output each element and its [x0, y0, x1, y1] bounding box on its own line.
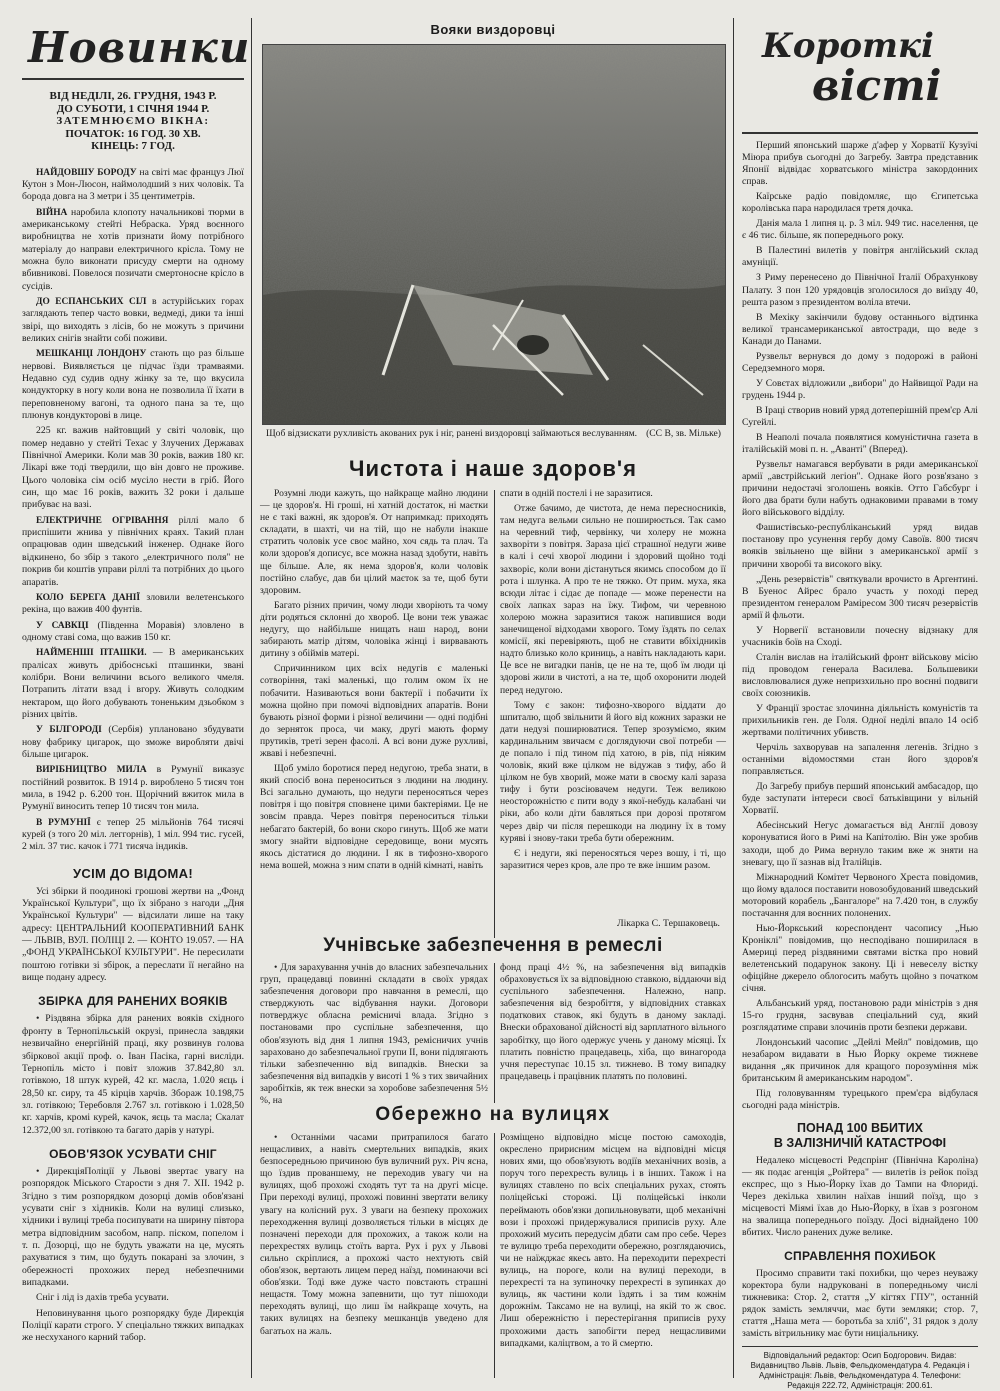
short-news: Черчіль захворував на запалення легенів. Згідно з останніми відомостями стан його здоров'я поправляється. — [742, 742, 978, 778]
snig-text-3: Неповинування цього розпорядку буде Дирекція Поліції карати строго. У спеціально тяжких випадках же несхуханого карний табор. — [22, 1307, 244, 1344]
short-news: Рузвельт вернувся до дому з подорожі в районі Середземного моря. — [742, 350, 978, 374]
article-paragraph: Багато різних причин, чому люди хворіють та чому діти родяться склонні до хвороб. Це вони теж уважає недугу, що найбільше нищать наш народ, вони забирають матір дітям, чоловіка жінці і вирвавають дитину з обіймів матері. — [260, 599, 488, 660]
article-uchnivske-right — [500, 962, 726, 1102]
news-item: 225 кг. важив найтовщий у світі чоловік, що помер недавно у стейті Техас у Злучених Державах Північної Америки. Коли мав 30 років, важив 180 кг. Лікарі вже тоді твердили, що він довго не проживе. Цього чоловіка сім осіб мусіло нести в гріб. Його син, що має 16 років, важить 32 роки і дальше прибуває на вазі. — [22, 425, 244, 511]
short-news: Під головуванням турецького прем'єра відбулася сьогодні рада міністрів. — [742, 1088, 978, 1112]
news-item: КОЛО БЕРЕГА ДАНІЇ зловили велетенського рекіна, що важив 400 фунтів. — [22, 591, 244, 616]
short-news: В Неаполі почала появлятися комуністична газета в італійській мові п. н. „Аванті" (Вперед). — [742, 432, 978, 456]
disaster-title-1: ПОНАД 100 ВБИТИХ — [797, 1120, 923, 1135]
article-paragraph: Щоб уміло боротися перед недугою, треба знати, в який спосіб вона переноситься з людини на людину. Всі загально думають, що недуги переносяться через повітря і що повітря сповнене цими бактеріями. Це не зовсім правда. Через повітря переноситься тільки небагато бактерій, бо вони скоро гинуть. Щоб же мати змогу знайти відповідне середовище, вони мусять якось дістатися до людини. І як в тифозно-хворого нема вошей, можна з ним спати в одній кімнаті, навіть — [260, 763, 488, 871]
blackout-line: ЗАТЕМНЮЄМО ВІКНА: — [56, 115, 210, 127]
article-paragraph: • Останніми часами притрапилося багато нещасливих, а навіть смертельних випадків, яких безпосередньою причиною був вуличний рух. Річ ясна, що їздив прованшему, не переходив увагу чи на вулицях, щоб прохожі сходять тут та на другі місце. При переході вулиці, прохожі повинні звертати велику увагу на колісний рух. З уваги на безпеку прохожих переходження вулиці дозволяється тільки в місцях де позначені переходи для прохожих, а також коли на перехрестях вулиць стоїть варта. Рух і рух у Львові сильно скріплися, а прохожі часто нехтують свій обов'язок, вертають лицем перед наїзд, поминаючи всі обов'язки. Тоді вже дуже часто повстають страшні нещастя. Тому можна запевнити, що тут пішоходи переходять вулиці, що лиш їм найкраще хочуть, на таких вулицях на безпеку мешканців уведено для багатьох на жаль. — [260, 1132, 488, 1337]
disaster-text: Недалеко місцевості Редспрінг (Північна Кароліна) — як подає агенція „Ройтера" — вилетів із рейок поїзд експрес, що з Нью-Йорку їхав до Тампи на Флориді. Через декілька хвилин наїхав інший поїзд, що з місцевості Міямі їхав до Нью-Йорку, в їхав з розгоном на звалища попереднього поїзду. Досі віднайдено 100 вбитих. Число ранених дуже велике. — [742, 1154, 978, 1238]
short-news: Рузвельт намагався вербувати в ряди американської армії „австрійський легіон". Однаке його розв'язано з причини недостачі зголошень вояків. Отто Габсбург і його два брати були набуть однаковими правами в тому його військового відділу. — [742, 459, 978, 519]
article-chystota-left — [260, 488, 488, 978]
short-news: Данія мала 1 липня ц. р. 3 міл. 949 тис. населення, це є 46 тис. більше, як попереднього року. — [742, 218, 978, 242]
masthead-novynky: Новинки — [28, 23, 251, 72]
left-column — [22, 22, 251, 1382]
article-paragraph: Отже бачимо, де чистота, де нема пересносників, там недуга вельми сильно не поширюється. Так само на черевний тиф, червінку, чи холеру не можна захворіти з повітря. Зараза цієї страшної недуги живе в калі і сечі хворої людини і здоровий щойно тоді захворіє, коли вони дістануться якимсь способом до її рота і шлунка. А про те не тяжко. От прим. муха, яка всюди літає і сідає де попаде — може перенести на своїх лапках зараз на їжу. Тифом, чи черевною холерою можна заразитися також напившися води занечищеної відходами хворого. Тому їздять по селах комісії, які перевіряють, щоб не ставити вбіхідників надто близько коло криниць, а навіть накладають кари. Це все не вигадки панів, це не на те, щоб їм люди ці здорові жили в чистоті, а на те, щоб охоронити людей перед недугою. — [500, 503, 726, 696]
short-news: „День резервістів" святкували врочисто в Аргентині. В Буенос Айрес брало участь у поході перед президентом генералом Раміресом 300 тисяч резервістів армії й фльоти. — [742, 573, 978, 621]
news-item: ВІЙНА наробила клопоту начальникові тюрми в американському стейті Небраска. Уряд воєнного виробництва не хотів признати йому потрібного матеріалу до направи електричного крісла. Тому не можна було виконати присуду смерти на одному вбивникові. Повелося позичати смертоносне крісло в сусідів. — [22, 206, 244, 292]
news-item: НАЙДОВШУ БОРОДУ на світі має француз Люї Кутон з Мон-Люсон, наймолодший з них чоловік. Та борода довга на 3 метри і 35 центиметрів. — [22, 166, 244, 203]
section-title-usim: УСІМ ДО ВІДОМА! — [73, 865, 193, 881]
article-chystota-right — [500, 488, 726, 938]
article-paragraph: Розміщено відповідно місце постою самоходів, окреслено пририсним місцем на відповідні місця нових ями, що обов'язують водіїв механічних возів, а поруч того перехресть вулиць і в інших. Також і на вулицях ставлено по всіх спеціальних рухах, стоять поліцейські сторожі. Ці поліцейські інколи переймають обов'язки допильновувати, щоб механічні вози і прохожі придержувалися приписів руху. Але прохожий мусить передусім дбати сам про себе. Через те вулицю треба переходити обережно, розглядаючись, чи не наїжджає якесь авто. На переходити перехресті вулиць, на пороге, коли на вулиці переходи, в перехресті та на зупиночку перехресті в зупинках до вулиць, як частини коли їздять і за тим кожнім дорожнім. Таксамо не на вулиці, на якій то ж своє. Лиш обережністю і перестерігання приписів руху прохожими дасть запобігти перед нещасливими випадками, каліцтвом, а то й смертю. — [500, 1132, 726, 1349]
news-item: У САВКЦІ (Південна Моравія) зловлено в одному ставі сома, що важив 150 кг. — [22, 619, 244, 643]
short-news: До Загребу прибув перший японський амбасадор, що буде заступати інтереси своєї батьківщини у вільній Хорватії. — [742, 781, 978, 817]
snig-text: • ДирекціяПоліції у Львові звертає увагу на розпорядок Міського Старости з дня 7. XII. 1942 р. Згідно з тим розпорядком дозорці домів обов'язані усувати сніг з хідників. Коли на вулиці слизько, хідники і вулиці треба посипувати на ширину півтора метра відповідним засобом, напр. піском, попелом і т. п. Дозорці, що не будуть уважати на це, мусять рахуватися з тим, що будуть покарані за злочин, з обережності прохожих перед небезпечними випадками. — [22, 1165, 244, 1288]
article-paragraph: фонд праці 4½ %, на забезпечення від випадків обраховується їх за відповідною ставкою, віддаючи від суспільного забезпечення. Належно, напр. забезпечення від безробіття, у відповідних ставках податкових ставок, які будуть в даному закладі. Внески обрахованої дійсності від зарплатного вільного заробітку, що його одержує учень у даному місяці. Їх платить повністю працедавець, хіба, що винагорода учня переступає 10.15 зл. тижнево. В тому випадку працедавець і працівник платять по половині. — [500, 962, 726, 1082]
article-paragraph: Розумні люди кажуть, що найкраще майно людини — це здоров'я. Ні гроші, ні хатній достаток, ні маєтки не є такі важні, як здоров'я. От напримкад: приходять складати, в шахті, чи на тій, що не набули інакше стратить чоловік усе своє майно, хоч сядь та плач. Та коли здоров'я дописує, все можна назад здобути, навіть ще більше. Але, як нема здоров'я, коли чоловік постійно слабує, дав би цілий маєток за те, щоб бути здоровим. — [260, 488, 488, 596]
headline-uchnivske: Учнівське забезпечення в ремеслі — [323, 935, 663, 956]
news-item: НАЙМЕНШІ ПТАШКИ. — В американських пралісах живуть дрібоснські пташинки, звані колібри. Вони величини всього великого чмеля. Потрапить літати взад і вгору. Живуть солодким нектаром, що його добувають тоненьким дзьобком з різних цвітів. — [22, 647, 244, 720]
blackout-notice — [22, 90, 244, 153]
short-news: Сталін вислав на італійський фронт військову місію під проводом генерала Василева. Большевики висловлювалися дуже непризхильно про воєнні подвиги своїх союзників. — [742, 651, 978, 699]
short-news: У Норвегії встановили почесну відзнаку для учасників боїв на Сході. — [742, 624, 978, 648]
short-news: Міжнародний Комітет Червоного Хреста повідомив, що йому вдалося поставити новозобудований шведський моторовий корабель „Бангалоре" на 7.420 тон, в службу постачання для воєнних полонених. — [742, 871, 978, 919]
article-paragraph: спати в одній постелі і не заразитися. — [500, 488, 653, 499]
news-item: МЕШКАНЦІ ЛОНДОНУ стають що раз більше нервові. Виявляється це підчас їзди трамваями. Недавно суд судив одну жінку за те, що вкусила кондукторку в ногу коли вона не позволила її їхати в переповненому вагоні, та одного пана за те, що плюнув кондукторові в лице. — [22, 348, 244, 422]
news-item: ДО ЕСПАНСЬКИХ СІЛ в астурійських горах заглядають тепер часто вовки, ведмеді, дики та інші звірі, що виходять з лісів, бо не можуть з причини великих снігів знайти собі поживи. — [22, 295, 244, 344]
short-news: У Франції зростає злочинна діяльність комуністів та прихильників ген. де Голя. Одної неділі впало 14 осіб жертвами політичних убивств. — [742, 703, 978, 739]
zbirka-text: • Різдвяна збірка для ранених вояків східного фронту в Тернопільській окрузі, принесла завдяки незвичайно енергійній праці, яку розвинув голова збіркової акції проф. о. Іван Пасіка, гарні висліди. Тернопіль місто і повіт зложив 37.842,80 зл. готівкою, 18 штук курей, 42 кг. масла, 1.020 яєць і 28,50 кг. сиру, та 45 кірців харчів. Збораж 10.198,75 зл. готівкою; Теребовля 2.767 зл. готівкою і 1.028,50 кг. харчів, кромі курей, качок, яєць та масла; Скалат 12.372,00 зл. готівкою та багато дарів у натурі. — [22, 1013, 244, 1136]
blackout-line: ПОЧАТОК: 16 ГОД. 30 ХВ. — [65, 127, 201, 140]
short-news: Фашистівсько-республіканський уряд видав постанову про усунення гербу дому Савоїв. 800 тисяч вояків звільнено ще війни з американської армії з причини хворобі та високого віку. — [742, 522, 978, 570]
article-oberezhno-left — [260, 1132, 488, 1380]
masthead-korotki: Короткі — [762, 26, 934, 66]
photo-title: Вояки виздоровці — [430, 22, 556, 37]
right-column-news — [742, 140, 978, 1391]
news-item: ЕЛЕКТРИЧНЕ ОГРІВАННЯ ріллі мало б приспішити жнива у північних краях. Такий план опрацював один шведський інженер. Однаке його відкинено, бо збір з такого „електричного поля" не покрив би коштів управи ріллі та потрібних до цього апаратів. — [22, 514, 244, 588]
blackout-line: ВІД НЕДІЛІ, 26. ГРУДНЯ, 1943 Р. — [49, 90, 217, 102]
short-news: Нью-Йоркський кореспондент часопису „Нью Кроніклі" повідомив, що несподівано поширилася в Америці перед різдвяними святами вістка про новий велетенський подарунок закону. Ці і невеселу вістку офіційне джерело облогосить мабуть щойно з початком січня. — [742, 922, 978, 995]
snig-text-2: Сніг і лід із дахів треба усувати. — [36, 1292, 169, 1304]
article-paragraph: Спричинником цих всіх недугів є маленькі сотворіння, такі маленькі, що голим оком їх не побачити. Називаються вони бактерії і побачити їх можна щойно при помочі відповідних апаратів. Вони бувають різної форми і різної величини — одні подібні до зерняток проса, чи маку, другі мають форму прутиків, третi зерен фасолі. А всі вони дуже рухливі, жваві і небезпечні. — [260, 663, 488, 759]
article-paragraph: • Для зарахування учнів до власних забезпечальних груп, працедавці повинні складати в своїх урядах забезпечення договори про навчання в ремеслі, що стверджують час відбування науки. Договори потверджує обласна ремісничі влада. Згідно з постановами про суспільне забезпечення, що обов'язують від дня 1 липня 1943, ремісничих учнів зараховано до забезпечальної групи II, вони підлягають тільки забезпеченню від випадків. Внески за забезпечення від випадків у висоті 1 % з тих звичайних заробітків, як теж внески за хоробове забезпечення 5½ %, на — [260, 962, 488, 1107]
masthead-korotki-visti — [742, 28, 978, 128]
article-oberezhno-right — [500, 1132, 726, 1380]
short-news: В Палестині вилетів у повітря англійський склад амуніції. — [742, 245, 978, 269]
section-title-zbirka: ЗБІРКА ДЛЯ РАНЕНИХ ВОЯКІВ — [38, 994, 228, 1009]
correction-title: СПРАВЛЕННЯ ПОХИБОК — [784, 1248, 936, 1263]
section-title-snig: ОБОВ'ЯЗОК УСУВАТИ СНІГ — [49, 1146, 217, 1161]
photo-caption-text: Щоб відзискати рухливість акованих рук і ніг, ранені виздоровці займаються веслуванням. — [266, 428, 638, 439]
news-item: В РУМУНІЇ є тепер 25 мільйонів 764 тисячі курей (з того 20 міл. леггорнів), 1 міл. 994 тис. гусей, 2 міл. 37 тис. качок і 771 тисяча індиків. — [22, 816, 244, 853]
usim-text: Усі збірки й поодинокі грошові жертви на „Фонд Української Культури", що їх зібрано з нагоди „Дня Української Культури" — відсилати лише на таку адресу: ЦЕНТРАЛЬНИЙ КООПЕРАТИВНИЙ БАНК — ЛЬВІВ, ВУЛ. ПОЛІЦІ 2. — КОНТО 19.057. — НА „ФОНД УКРАЇНСЬКОЇ КУЛЬТУРИ". Не пересилати поштою готівки зі збірок, а переслати її негайно на вище подану адресу. — [22, 885, 244, 984]
imprint-footer: Відповідальний редактор: Осип Бодгорович. Видав: Видавництво Львів. Львів, Фельдкомендатура 4. Редакція і Адміністрація: Львів, Фельдкомендатура 4. Телефони: Редакція 222.72, Адміністрація: 200.61. — [750, 1351, 970, 1391]
masthead-visti: вісті — [812, 61, 942, 110]
short-news: В Іраці створив новий уряд дотеперішній прем'єр Алі Сугейлі. — [742, 404, 978, 428]
disaster-title-2: В ЗАЛІЗНИЧІЙ КАТАСТРОФІ — [773, 1135, 947, 1150]
short-news: З Риму перенесено до Північної Італії Обрахункову Палату. З пон 120 урядовців зголосилося до виїзду 40, решта разом з президентом воліла втечи. — [742, 272, 978, 308]
article-uchnivske-left — [260, 962, 488, 1127]
headline-oberezhno: Обережно на вулицях — [375, 1104, 611, 1125]
blackout-line: ДО СУБОТИ, 1 СІЧНЯ 1944 Р. — [56, 102, 210, 115]
disaster-headline — [742, 1121, 978, 1151]
short-news: У Совєтах відложили „вибори" до Найвищої Ради на грудень 1944 р. — [742, 377, 978, 401]
photo-caption — [266, 428, 721, 440]
news-item: У БІЛГОРОДІ (Сербія) уплановано збудувати нову фабрику цигарок, що зможе виробляти двічі більше цигарок. — [22, 724, 244, 760]
article-paragraph: Є і недуги, які переносяться через вошу, і ті, що заразитися через кров, але про те вже іншим разом. — [500, 847, 726, 871]
short-news: Лондонський часопис „Дейлі Мейл" повідомив, що незабаром видавати в Нью Йорку окреме тижневе видання „як причинок для кращого порозуміння між британським й американським народом". — [742, 1037, 978, 1085]
news-item: ВИРІБНИЦТВО МИЛА в Румунії виказує постійний розвиток. В 1914 р. вироблено 5 тисяч тон мила, в 1942 р. 6.200 тон. Щорічний вжиток мила в Румунії виносить тепер 10 тисяч тон мила. — [22, 764, 244, 813]
article-paragraph: Тому є закон: тифозно-хворого віддати до шпиталю, щоб звільнити й його від кожних заразки не дати недузі поширюватися. Тепер зрозуміємо, яким кардинальним звичаєм є доглядуючи свої потреби — де попало і під тином під хатою, в рів, під ніяким чоловік, який вже цілком не відужав з тифу, або й цілком не був хворий, може мати в своєму калі зараза тифу і бути розсіювачем недуги. Теж великою неосторожністю є пити воду з якої-небудь калабані чи ріки, або коли діти бавляться при дорозі протягом через двір чи після перешкоди на людину їх в тому куряві і знову-таки треба бути обережним. — [500, 699, 726, 844]
rowing-photo — [262, 44, 726, 425]
short-news: Альбанський уряд, постановою ради міністрів з дня 15-го грудня, засвував спеціальний суд, який розглядатиме справи злочинів проти безпеки держави. — [742, 998, 978, 1034]
headline-chystota: Чистота і наше здоров'я — [349, 456, 637, 481]
photo-credit: (СС В, зв. Мільке) — [646, 428, 721, 439]
short-news: Каїрське радіо повідомляє, що Єгипетська королівська пара народилася третя дочка. — [742, 191, 978, 215]
short-news: В Мехіку закінчили будову останнього відтинка великої трансамериканської автостради, що веде з Канади до Панами. — [742, 311, 978, 347]
blackout-line: КІНЕЦЬ: 7 ГОД. — [91, 140, 175, 152]
correction-text: Просимо справити такі похибки, що через неуважу коректора були надруковані в попередньому числі тижневика: Стор. 2, стаття „У кігтях ГПУ", останній рядок замість земляччи, має бути земляки; стор. 7, стаття „Наша мета — боротьба за хліб", 31 рядок з долу замість вітрильнику має бути ниціальнику. — [742, 1267, 978, 1340]
short-news: Перший японський шарже д'афер у Хорватії Кузуїчі Міюра прибув сьогодні до Загребу. Завтра представник Японії відвідає хорватського міністра закордонних справ. — [742, 140, 978, 188]
rowing-photo-image — [263, 45, 725, 424]
short-news: Абесінський Негус домагається від Англії довозу коронуватися його в Римі на Капітолію. Він уже зробив заходи, щоб до Рима вернуло таким вже ж зняти на зневагу, що її зазнав від Італійців. — [742, 820, 978, 868]
article-signature: Лікарка С. Тершаковець. — [616, 918, 720, 929]
